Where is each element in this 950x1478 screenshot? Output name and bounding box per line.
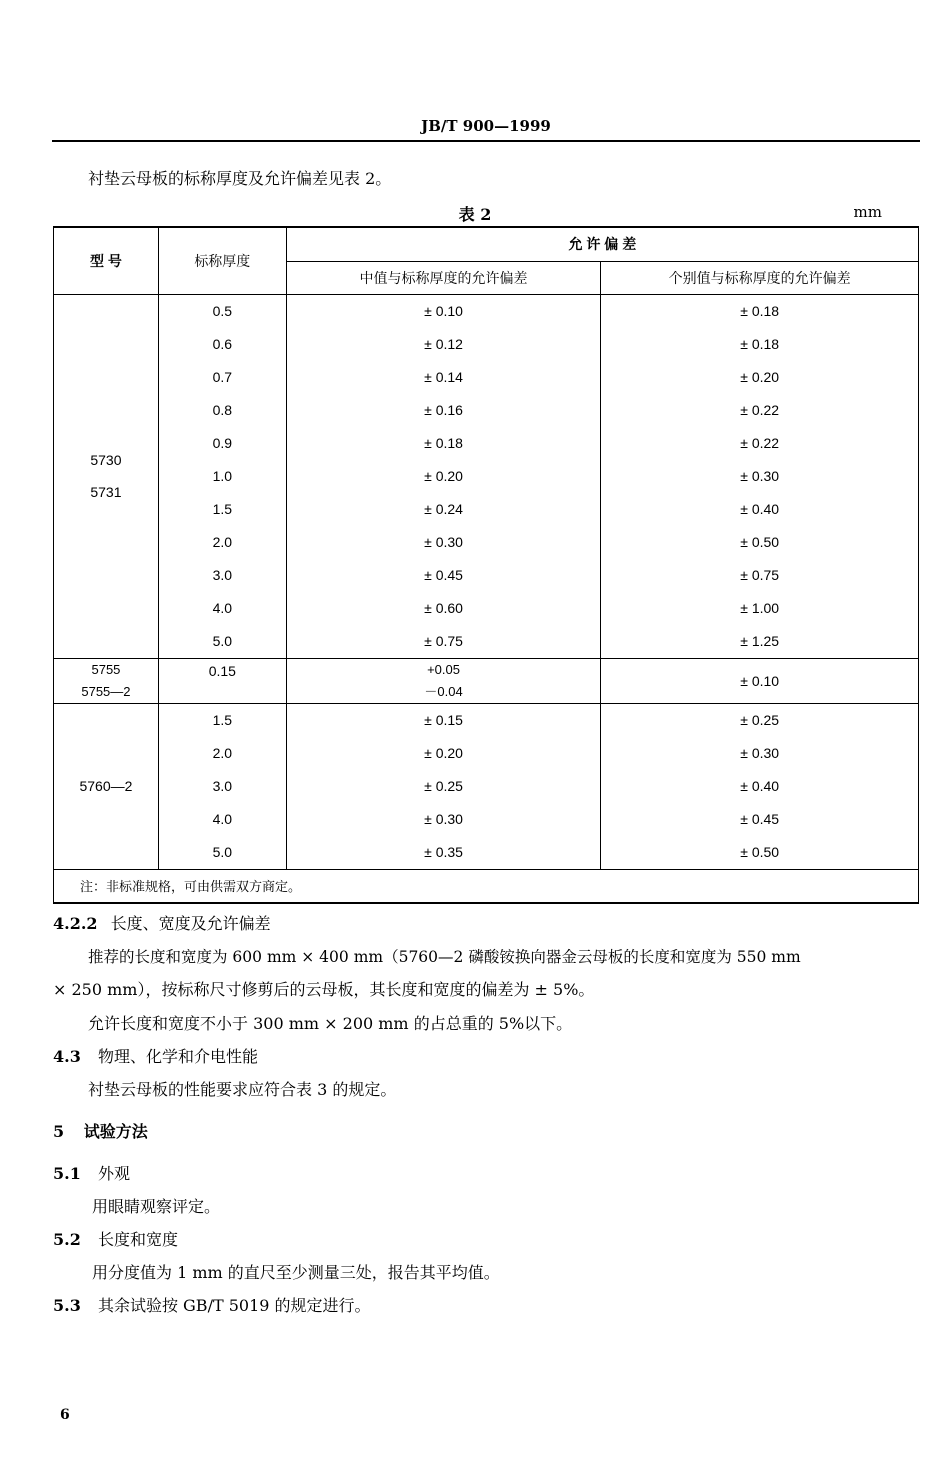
- individual-value: ± 1.25: [740, 632, 780, 649]
- median-value: ± 0.30: [424, 533, 463, 550]
- individual-value: ± 0.18: [740, 335, 780, 352]
- nominal-value: 2.0: [212, 533, 233, 550]
- median-value: ± 0.75: [424, 632, 463, 649]
- type-cell: [54, 294, 159, 658]
- median-value: ± 0.20: [424, 744, 463, 761]
- section-title: 长度、宽度及允许偏差: [110, 914, 271, 933]
- individual-cell: ± 0.10: [601, 658, 919, 703]
- section-5-2-para1: 用分度值为 1 mm 的直尺至少测量三处，报告其平均值。: [92, 1263, 500, 1282]
- section-4-2-2-para1b: × 250 mm），按标称尺寸修剪后的云母板，其长度和宽度的偏差为 ± 5%。: [53, 980, 595, 999]
- header-type: 型 号: [54, 227, 159, 294]
- nominal-value: 0.6: [212, 335, 233, 352]
- section-number: 5: [53, 1122, 65, 1141]
- type-value: 5730: [90, 452, 122, 468]
- section-4-3-para1: 衬垫云母板的性能要求应符合表 3 的规定。: [88, 1080, 397, 1099]
- table-caption: 表 2: [458, 205, 492, 224]
- individual-value: ± 0.40: [740, 777, 780, 794]
- section-4-3-heading: [53, 1046, 258, 1068]
- median-cell: [286, 294, 601, 658]
- section-number: 5.2: [53, 1230, 81, 1249]
- nominal-value: 5.0: [212, 843, 233, 860]
- nominal-value: 4.0: [212, 599, 233, 616]
- nominal-value: 0.9: [212, 434, 233, 451]
- section-title: 长度和宽度: [97, 1230, 178, 1249]
- nominal-cell: [158, 294, 286, 658]
- individual-value: ± 1.00: [740, 599, 780, 616]
- section-title: 外观: [97, 1164, 130, 1183]
- individual-value: ± 0.45: [740, 810, 780, 827]
- nominal-value: 4.0: [212, 810, 233, 827]
- type-value: 5755: [91, 661, 121, 677]
- nominal-cell: 0.15: [158, 658, 286, 703]
- individual-value: ± 0.50: [740, 533, 780, 550]
- individual-value: ± 0.40: [740, 500, 780, 517]
- section-4-2-2-para2: 允许长度和宽度不小于 300 mm × 200 mm 的占总重的 5%以下。: [88, 1014, 573, 1033]
- type-cell: 5760—2: [54, 703, 159, 869]
- median-value: ± 0.10: [424, 302, 463, 319]
- individual-value: ± 0.22: [740, 401, 780, 418]
- page-header: [52, 116, 920, 142]
- section-number: 5.3: [53, 1296, 81, 1315]
- standard-code: JB/T 900—1999: [421, 117, 551, 135]
- median-lower: －0.04: [424, 683, 463, 699]
- median-value: ± 0.60: [424, 599, 463, 616]
- median-value: ± 0.16: [424, 401, 463, 418]
- section-number: 5.1: [53, 1164, 81, 1183]
- median-value: ± 0.45: [424, 566, 463, 583]
- median-value: ± 0.18: [424, 434, 463, 451]
- individual-value: ± 0.18: [740, 302, 780, 319]
- section-title: 其余试验按 GB/T 5019 的规定进行。: [97, 1296, 371, 1315]
- section-number: 4.2.2: [53, 914, 98, 933]
- median-upper: +0.05: [427, 661, 460, 677]
- tolerance-table: [53, 226, 919, 904]
- section-5-3-heading: [53, 1295, 371, 1317]
- nominal-value: 0.8: [212, 401, 233, 418]
- section-5-1-para1: 用眼睛观察评定。: [92, 1197, 221, 1216]
- section-title: 物理、化学和介电性能: [97, 1047, 258, 1066]
- nominal-value: 3.0: [212, 566, 233, 583]
- median-value: ± 0.20: [424, 467, 463, 484]
- nominal-cell: [158, 703, 286, 869]
- nominal-value: 5.0: [212, 632, 233, 649]
- individual-value: ± 0.30: [740, 467, 780, 484]
- header-tolerance: 允 许 偏 差: [286, 227, 918, 261]
- nominal-value: 0.5: [212, 302, 233, 319]
- nominal-value: 1.0: [212, 467, 233, 484]
- nominal-value: 0.7: [212, 368, 233, 385]
- type-cell: [54, 658, 159, 703]
- header-nominal: 标称厚度: [158, 227, 286, 294]
- section-number: 4.3: [53, 1047, 81, 1066]
- header-median: 中值与标称厚度的允许偏差: [286, 261, 601, 294]
- section-4-2-2-heading: [53, 913, 271, 935]
- median-cell: [286, 703, 601, 869]
- individual-value: ± 0.22: [740, 434, 780, 451]
- individual-value: ± 0.50: [740, 843, 780, 860]
- section-4-2-2-para1a: 推荐的长度和宽度为 600 mm × 400 mm（5760—2 磷酸铵换向器金云母板的长度和宽度为 550 mm: [88, 948, 801, 966]
- median-value: ± 0.35: [424, 843, 463, 860]
- section-5-2-heading: [53, 1229, 178, 1251]
- nominal-value: 3.0: [212, 777, 233, 794]
- table-note: 注：非标准规格，可由供需双方商定。: [54, 869, 919, 903]
- median-value: ± 0.12: [424, 335, 463, 352]
- median-cell: [286, 658, 601, 703]
- type-value: 5755—2: [81, 683, 131, 699]
- table-unit: mm: [853, 203, 882, 221]
- type-value: 5731: [90, 484, 122, 500]
- median-value: ± 0.14: [424, 368, 463, 385]
- median-value: ± 0.30: [424, 810, 463, 827]
- intro-paragraph: 衬垫云母板的标称厚度及允许偏差见表 2。: [88, 169, 392, 188]
- nominal-value: 1.5: [212, 711, 233, 728]
- median-value: ± 0.25: [424, 777, 463, 794]
- nominal-value: 2.0: [212, 744, 233, 761]
- individual-value: ± 0.20: [740, 368, 780, 385]
- table-row: [54, 703, 919, 869]
- section-5-1-heading: [53, 1163, 130, 1185]
- table-row: [54, 294, 919, 658]
- nominal-value: 1.5: [212, 500, 233, 517]
- page-number: 6: [60, 1407, 70, 1423]
- individual-value: ± 0.75: [740, 566, 780, 583]
- section-title: 试验方法: [83, 1122, 148, 1141]
- individual-value: ± 0.25: [740, 711, 780, 728]
- individual-cell: [601, 294, 919, 658]
- individual-cell: [601, 703, 919, 869]
- median-value: ± 0.15: [424, 711, 463, 728]
- individual-value: ± 0.30: [740, 744, 780, 761]
- median-value: ± 0.24: [424, 500, 463, 517]
- table-row: [54, 658, 919, 703]
- section-5-heading: [53, 1121, 148, 1143]
- header-individual: 个别值与标称厚度的允许偏差: [601, 261, 919, 294]
